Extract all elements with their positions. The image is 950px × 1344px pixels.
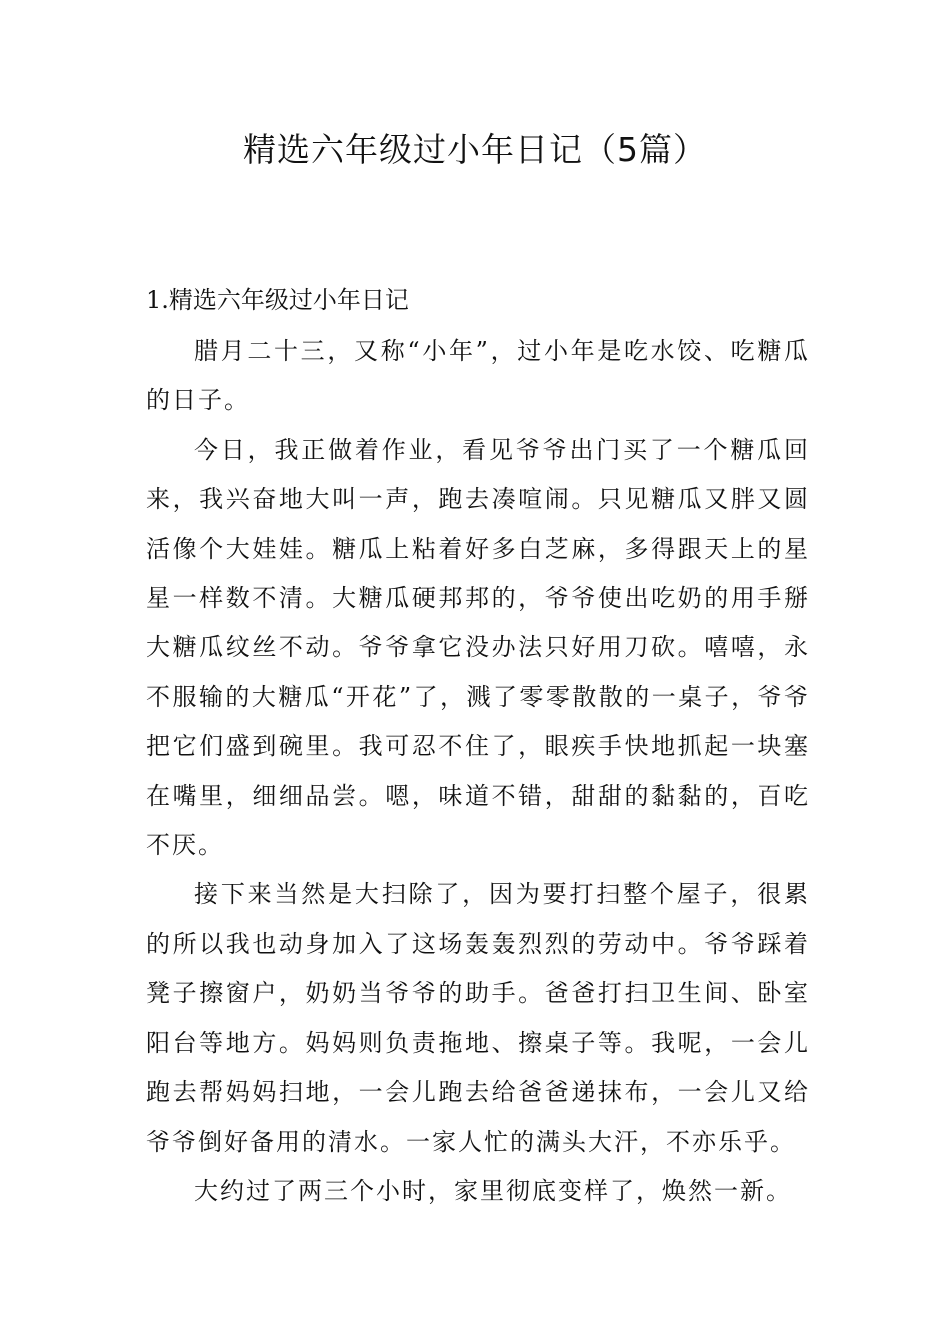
document-title: 精选六年级过小年日记（5篇） xyxy=(243,130,707,169)
paragraph: 今日，我正做着作业，看见爷爷出门买了一个糖瓜回来，我兴奋地大叫一声，跑去凑喧闹。只见糖瓜又胖又圆活像个大娃娃。糖瓜上粘着好多白芝麻，多得跟天上的星星一样数不清。大糖瓜硬邦邦的，爷爷使出吃奶的用手掰大糖瓜纹丝不动。爷爷拿它没办法只好用刀砍。嘻嘻，永不服输的大糖瓜“开花”了，溅了零零散散的一桌子，爷爷把它们盛到碗里。我可忍不住了，眼疾手快地抓起一块塞在嘴里，细细品尝。嗯，味道不错，甜甜的黏黏的，百吃不厌。 xyxy=(146,435,810,860)
paragraph: 大约过了两三个小时，家里彻底变样了，焕然一新。 xyxy=(194,1176,792,1205)
diary-body xyxy=(146,327,810,1216)
section-heading: 1.精选六年级过小年日记 xyxy=(146,286,409,314)
paragraph: 腊月二十三，又称“小年”，过小年是吃水饺、吃糖瓜的日子。 xyxy=(146,337,810,415)
paragraph: 接下来当然是大扫除了，因为要打扫整个屋子，很累的所以我也动身加入了这场轰轰烈烈的劳动中。爷爷踩着凳子擦窗户，奶奶当爷爷的助手。爸爸打扫卫生间、卧室阳台等地方。妈妈则负责拖地、擦桌子等。我呢，一会儿跑去帮妈妈扫地，一会儿跑去给爸爸递抹布，一会儿又给爷爷倒好备用的清水。一家人忙的满头大汗，不亦乐乎。 xyxy=(146,880,810,1156)
